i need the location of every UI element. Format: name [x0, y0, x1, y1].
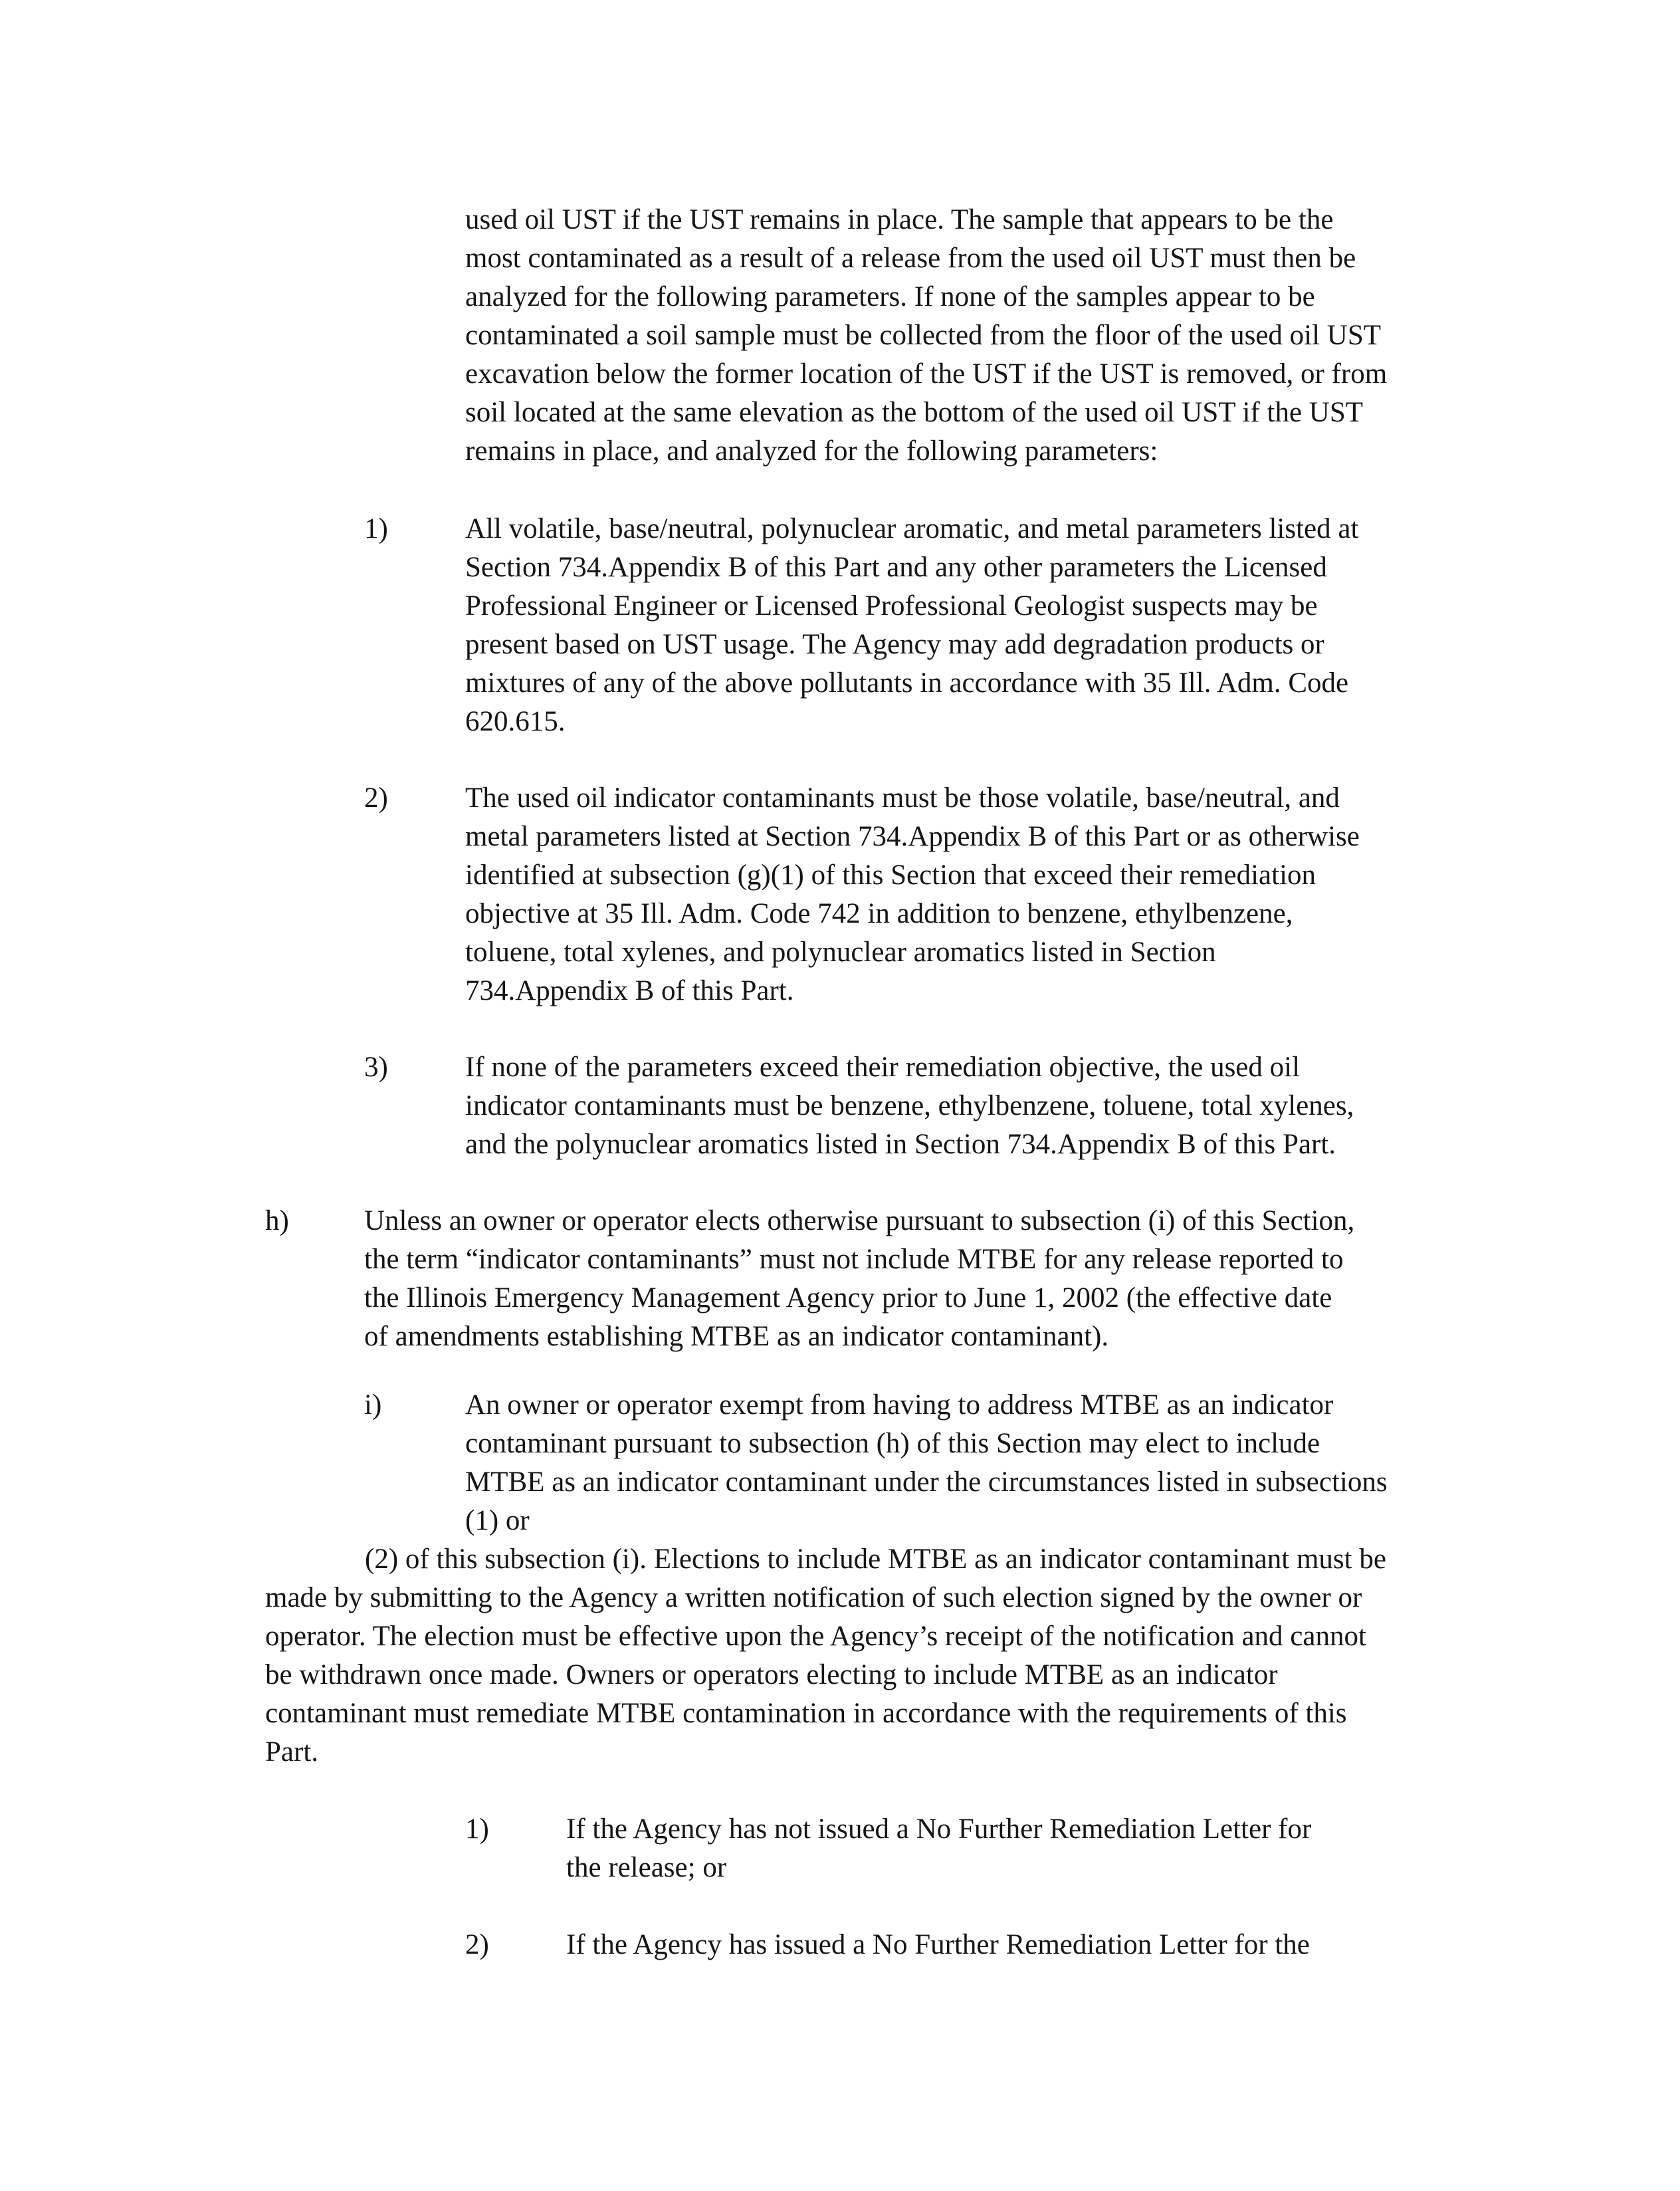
- text-line: MTBE as an indicator contaminant under the circumstances listed in subsections: [465, 1466, 1388, 1498]
- text-line: Professional Engineer or Licensed Professional Geologist suspects may be: [465, 590, 1318, 622]
- text-line: If none of the parameters exceed their remediation objective, the used oil: [465, 1052, 1301, 1083]
- item-marker: 2): [364, 782, 388, 814]
- item-marker: 2): [465, 1929, 489, 1960]
- text-line: 734.Appendix B of this Part.: [465, 975, 794, 1006]
- text-line: of amendments establishing MTBE as an indicator contaminant).: [364, 1321, 1109, 1352]
- text-line: toluene, total xylenes, and polynuclear aromatics listed in Section: [465, 937, 1216, 968]
- text-line: (1) or: [465, 1505, 530, 1536]
- text-line: Unless an owner or operator elects otherwise pursuant to subsection (i) of this Section,: [364, 1205, 1355, 1236]
- text-line: identified at subsection (g)(1) of this Section that exceed their remediation: [465, 860, 1316, 891]
- list-item-g3: [465, 1048, 1354, 1164]
- text-line: be withdrawn once made. Owners or operators electing to include MTBE as an indicator: [265, 1659, 1278, 1690]
- item-marker: 3): [364, 1052, 388, 1083]
- list-item-g1: [465, 510, 1358, 741]
- list-item-i1: [566, 1810, 1311, 1887]
- section-i-continued-paragraph: [265, 1540, 1386, 1772]
- text-line: the Illinois Emergency Management Agency prior to June 1, 2002 (the effective date: [364, 1282, 1332, 1314]
- text-line: contaminant pursuant to subsection (h) of this Section may elect to include: [465, 1428, 1320, 1459]
- text-line: analyzed for the following parameters. If none of the samples appear to be: [465, 281, 1315, 312]
- item-marker: 1): [364, 513, 388, 544]
- text-line: the term “indicator contaminants” must not include MTBE for any release reported to: [364, 1244, 1344, 1275]
- text-line: remains in place, and analyzed for the following parameters:: [465, 435, 1158, 467]
- text-line: most contaminated as a result of a release from the used oil UST must then be: [465, 243, 1356, 274]
- section-i-paragraph: [465, 1386, 1388, 1540]
- intro-paragraph: [465, 201, 1387, 471]
- section-marker: h): [265, 1205, 289, 1236]
- section-h-paragraph: [364, 1202, 1354, 1356]
- text-line: mixtures of any of the above pollutants in accordance with 35 Ill. Adm. Code: [465, 667, 1349, 699]
- text-line: The used oil indicator contaminants must be those volatile, base/neutral, and: [465, 782, 1340, 814]
- text-line: (2) of this subsection (i). Elections to include MTBE as an indicator contaminant must be: [365, 1544, 1386, 1575]
- item-marker: 1): [465, 1813, 489, 1845]
- text-line: If the Agency has not issued a No Further Remediation Letter for: [566, 1813, 1312, 1845]
- text-line: present based on UST usage. The Agency may add degradation products or: [465, 629, 1324, 660]
- text-line: and the polynuclear aromatics listed in Section 734.Appendix B of this Part.: [465, 1129, 1336, 1160]
- list-item-g2: [465, 779, 1360, 1010]
- text-line: Section 734.Appendix B of this Part and any other parameters the Licensed: [465, 552, 1327, 583]
- text-line: used oil UST if the UST remains in place. The sample that appears to be the: [465, 204, 1334, 235]
- text-line: excavation below the former location of the UST if the UST is removed, or from: [465, 358, 1388, 390]
- text-line: An owner or operator exempt from having to address MTBE as an indicator: [465, 1389, 1334, 1421]
- section-marker: i): [364, 1389, 382, 1421]
- text-line: soil located at the same elevation as the bottom of the used oil UST if the UST: [465, 397, 1364, 428]
- text-line: metal parameters listed at Section 734.Appendix B of this Part or as otherwise: [465, 821, 1360, 852]
- text-line: indicator contaminants must be benzene, ethylbenzene, toluene, total xylenes,: [465, 1090, 1354, 1121]
- text-line: made by submitting to the Agency a written notification of such election signed by the owner or: [265, 1582, 1362, 1613]
- text-line: If the Agency has issued a No Further Remediation Letter for the: [566, 1929, 1310, 1960]
- list-item-i2: [566, 1926, 1310, 1964]
- text-line: contaminated a soil sample must be collected from the floor of the used oil UST: [465, 320, 1382, 351]
- text-line: Part.: [265, 1736, 319, 1768]
- text-line: 620.615.: [465, 706, 566, 737]
- text-line: operator. The election must be effective upon the Agency’s receipt of the notification and cannot: [265, 1621, 1366, 1652]
- text-line: contaminant must remediate MTBE contamination in accordance with the requirements of this: [265, 1698, 1347, 1729]
- text-line: objective at 35 Ill. Adm. Code 742 in addition to benzene, ethylbenzene,: [465, 898, 1293, 929]
- text-line: the release; or: [566, 1852, 727, 1883]
- text-line: All volatile, base/neutral, polynuclear aromatic, and metal parameters listed at: [465, 513, 1359, 544]
